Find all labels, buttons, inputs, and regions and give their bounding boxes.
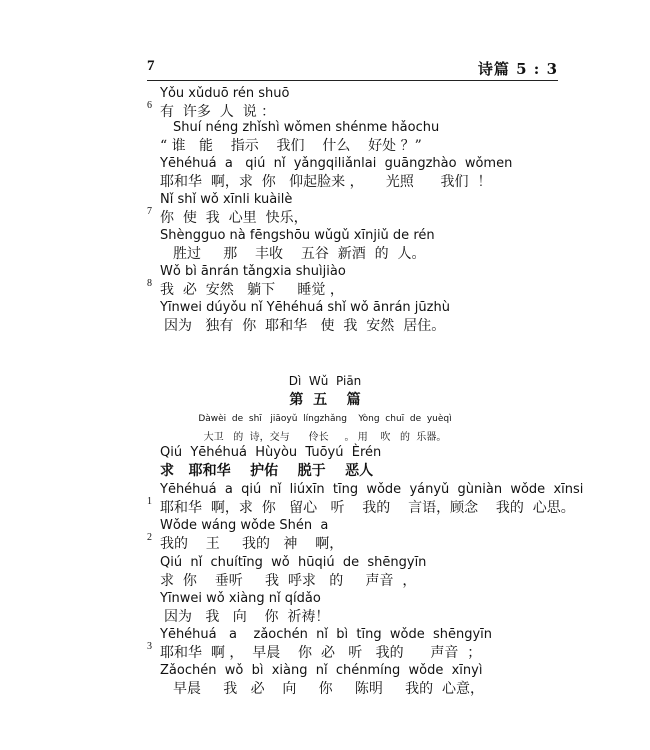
- chinese-line: 耶和华 啊 ， 早晨 你 必 听 我的 声音 ；: [160, 645, 482, 661]
- verse-number: 1: [147, 496, 152, 507]
- pinyin-line: Yēhéhuá a zǎochén nǐ bì tīng wǒde shēngyīn: [160, 627, 493, 642]
- chinese-line: “ 谁 能 指示 我们 什么 好处 ？”: [160, 138, 422, 154]
- verse-number: 3: [147, 641, 152, 652]
- pinyin-line: Shuí néng zhǐshì wǒmen shénme hǎochu: [173, 120, 440, 135]
- psalm-title: 第 五 篇: [289, 392, 361, 408]
- running-head: 诗篇 5 : 3: [477, 60, 558, 78]
- verse-number: 2: [147, 532, 152, 543]
- pinyin-line: Qiú nǐ chuítīng wǒ hūqiú de shēngyīn: [160, 555, 427, 570]
- pinyin-line: Wǒde wáng wǒde Shén a: [160, 518, 329, 533]
- chinese-line: 你 使 我 心里 快乐，: [160, 210, 308, 226]
- page-number: 7: [147, 58, 155, 74]
- chinese-line: 早晨 我 必 向 你 陈明 我的 心意，: [173, 681, 485, 697]
- verse-number: 7: [147, 206, 152, 217]
- pinyin-line: Yēhéhuá a qiú nǐ yǎngqiliǎnlai guāngzhào wǒmen: [160, 156, 513, 171]
- chinese-line: 求 你 垂听 我 呼求 的 声音 ，: [160, 573, 417, 589]
- chinese-line: 耶和华 啊，求 你 仰起脸来 ， 光照 我们 ！: [160, 174, 492, 190]
- section-heading: 求 耶和华 护佑 脱于 恶人: [160, 463, 374, 479]
- psalm-title-pinyin: Dì Wǔ Piān: [288, 374, 362, 388]
- pinyin-line: Wǒ bì ānrán tǎngxia shuìjiào: [160, 264, 346, 279]
- chinese-line: 因为 我 向 你 祈祷！: [164, 609, 330, 625]
- header-rule: [147, 80, 558, 81]
- superscription-pinyin: Dàwèi de shī jiāoyǔ língzhǎng Yòng chuī de yuèqì: [198, 414, 452, 424]
- chinese-line: 因为 独有 你 耶和华 使 我 安然 居住。: [164, 318, 446, 334]
- chinese-line: 我的 王 我的 神 啊，: [160, 536, 344, 552]
- pinyin-line: Nǐ shǐ wǒ xīnli kuàilè: [160, 192, 293, 207]
- verse-number: 8: [147, 278, 152, 289]
- section-heading-pinyin: Qiú Yēhéhuá Hùyòu Tuōyú Èrén: [160, 445, 382, 460]
- pinyin-line: Zǎochén wǒ bì xiàng nǐ chénmíng wǒde xīnyì: [160, 663, 483, 678]
- pinyin-line: Yēhéhuá a qiú nǐ liúxīn tīng wǒde yányǔ gùniàn wǒde xīnsi: [160, 482, 584, 497]
- superscription: 大卫 的 诗，交与 伶长 。 用 吹 的 乐器。: [203, 432, 447, 443]
- chinese-line: 我 必 安然 躺下 睡觉 ，: [160, 282, 344, 298]
- verse-number: 6: [147, 100, 152, 111]
- pinyin-line: Yǒu xǔduō rén shuō: [160, 86, 290, 101]
- pinyin-line: Shèngguo nà fēngshōu wǔgǔ xīnjiǔ de rén: [160, 228, 435, 243]
- chinese-line: 胜过 那 丰收 五谷 新酒 的 人。: [173, 246, 426, 262]
- pinyin-line: Yīnwei dúyǒu nǐ Yēhéhuá shǐ wǒ ānrán jūzhù: [160, 300, 450, 315]
- pinyin-line: Yīnwei wǒ xiàng nǐ qídǎo: [160, 591, 321, 606]
- chinese-line: 有 许多 人 说 ：: [160, 104, 276, 120]
- chinese-line: 耶和华 啊，求 你 留心 听 我的 言语，顾念 我的 心思。: [160, 500, 575, 516]
